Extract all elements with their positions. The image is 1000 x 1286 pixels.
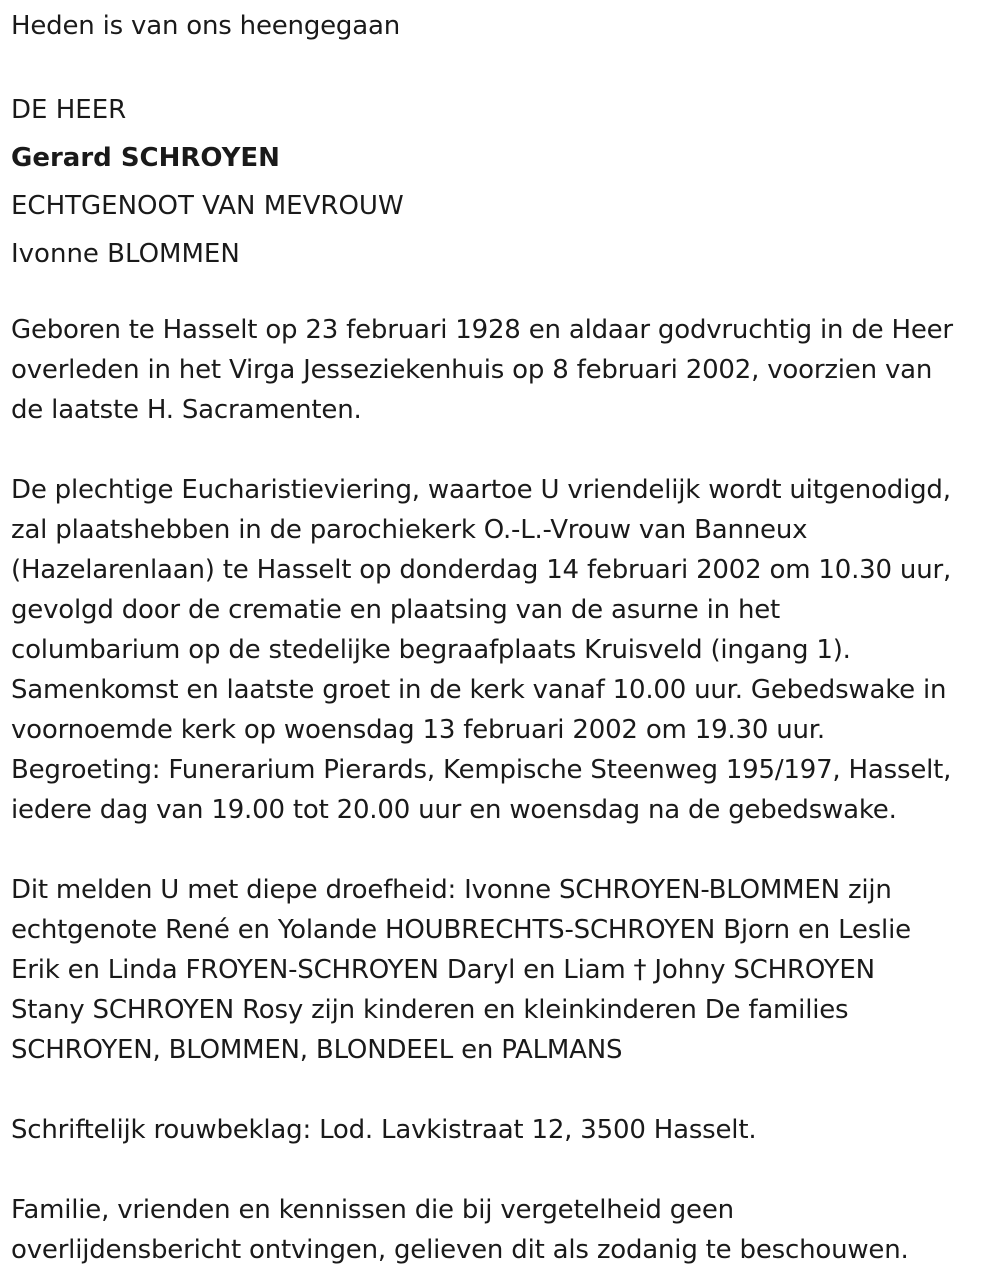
paragraph-line: Stany SCHROYEN Rosy zijn kinderen en kleinkinderen De families: [11, 995, 849, 1025]
ceremony-paragraph: [11, 470, 996, 830]
paragraph-line: SCHROYEN, BLOMMEN, BLONDEEL en PALMANS: [11, 1035, 623, 1065]
paragraph-line: Samenkomst en laatste groet in de kerk vanaf 10.00 uur. Gebedswake in: [11, 675, 947, 705]
title-text: DE HEER: [11, 95, 127, 125]
obituary-notice: [11, 0, 996, 1270]
paragraph-line: de laatste H. Sacramenten.: [11, 395, 362, 425]
paragraph-line: zal plaatshebben in de parochiekerk O.-L.-Vrouw van Banneux: [11, 515, 808, 545]
paragraph-line: Dit melden U met diepe droefheid: Ivonne SCHROYEN-BLOMMEN zijn: [11, 875, 892, 905]
birth-death-paragraph: [11, 310, 996, 430]
deceased-name: Gerard SCHROYEN: [11, 143, 280, 173]
paragraph-line: De plechtige Eucharistieviering, waartoe U vriendelijk wordt uitgenodigd,: [11, 475, 951, 505]
paragraph-line: columbarium op de stedelijke begraafplaats Kruisveld (ingang 1).: [11, 635, 851, 665]
spouse-name: Ivonne BLOMMEN: [11, 239, 240, 269]
intro-text: Heden is van ons heengegaan: [11, 11, 400, 41]
paragraph-line: iedere dag van 19.00 tot 20.00 uur en woensdag na de gebedswake.: [11, 795, 897, 825]
paragraph-line: echtgenote René en Yolande HOUBRECHTS-SCHROYEN Bjorn en Leslie: [11, 915, 911, 945]
condolence-paragraph: [11, 1110, 996, 1150]
paragraph-line: Geboren te Hasselt op 23 februari 1928 en aldaar godvruchtig in de Heer: [11, 315, 953, 345]
paragraph-line: Schriftelijk rouwbeklag: Lod. Lavkistraat 12, 3500 Hasselt.: [11, 1115, 757, 1145]
spouse-relation: ECHTGENOOT VAN MEVROUW: [11, 191, 404, 221]
family-paragraph: [11, 870, 996, 1070]
paragraph-line: Erik en Linda FROYEN-SCHROYEN Daryl en Liam † Johny SCHROYEN: [11, 955, 875, 985]
closing-paragraph: [11, 1190, 996, 1270]
paragraph-line: (Hazelarenlaan) te Hasselt op donderdag 14 februari 2002 om 10.30 uur,: [11, 555, 952, 585]
paragraph-line: voornoemde kerk op woensdag 13 februari 2002 om 19.30 uur.: [11, 715, 825, 745]
paragraph-line: Familie, vrienden en kennissen die bij vergetelheid geen: [11, 1195, 734, 1225]
paragraph-line: overlijdensbericht ontvingen, gelieven dit als zodanig te beschouwen.: [11, 1235, 909, 1265]
paragraph-line: gevolgd door de crematie en plaatsing van de asurne in het: [11, 595, 781, 625]
paragraph-line: Begroeting: Funerarium Pierards, Kempische Steenweg 195/197, Hasselt,: [11, 755, 952, 785]
paragraph-line: overleden in het Virga Jesseziekenhuis op 8 februari 2002, voorzien van: [11, 355, 933, 385]
